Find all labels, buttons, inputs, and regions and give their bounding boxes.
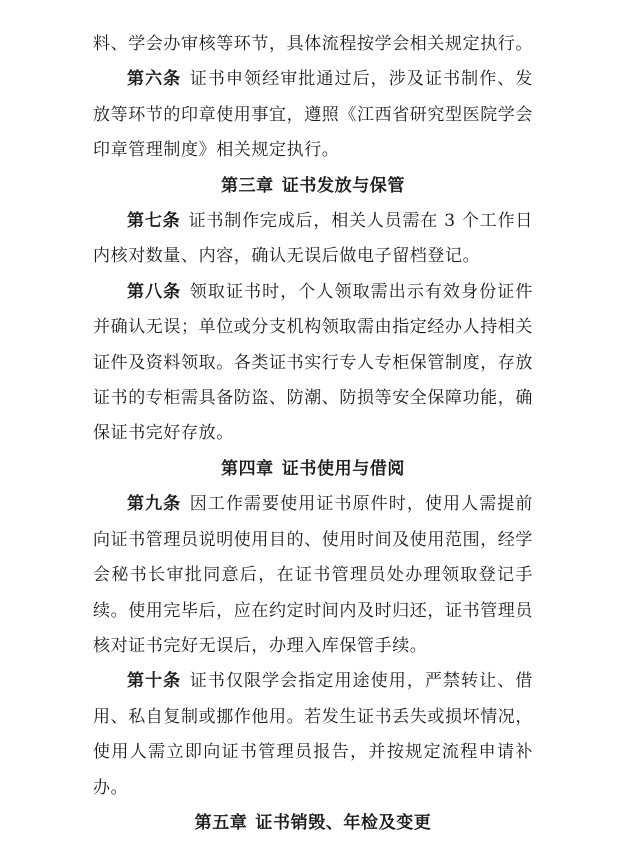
article-10-label: 第十条 [127, 671, 182, 692]
article-6-label: 第六条 [127, 69, 182, 90]
continuation-text: 料、学会办审核等环节，具体流程按学会相关规定执行。 [93, 34, 533, 54]
chapter-5-heading [93, 806, 533, 841]
article-8-label: 第八条 [127, 281, 182, 302]
chapter-4-title: 证书使用与借阅 [281, 458, 405, 479]
article-7-text: 证书制作完成后，相关人员需在 3 个工作日内核对数量、内容，确认无误后做电子留档登记。 [93, 211, 533, 267]
article-8-text: 领取证书时，个人领取需出示有效身份证件并确认无误；单位或分支机构领取需由指定经办人持相关证件及资料领取。各类证书实行专人专柜保管制度，存放证书的专柜需具备防盗、防潮、防损等安全保障功能，确保证书完好存放。 [93, 281, 533, 444]
chapter-5-title: 证书销毁、年检及变更 [255, 812, 432, 833]
chapter-3-title: 证书发放与保管 [281, 175, 405, 196]
article-6-text: 证书申领经审批通过后，涉及证书制作、发放等环节的印章使用事宜，遵照《江西省研究型医院学会印章管理制度》相关规定执行。 [93, 69, 533, 161]
article-9-text: 因工作需要使用证书原件时，使用人需提前向证书管理员说明使用目的、使用时间及使用范围，经学会秘书长审批同意后，在证书管理员处办理领取登记手续。使用完毕后，应在约定时间内及时归还，证书管理员核对证书完好无误后，办理入库保管手续。 [93, 494, 533, 656]
continuation-paragraph [93, 27, 533, 62]
article-8 [93, 275, 533, 452]
document-page [93, 27, 533, 841]
chapter-3-heading [93, 169, 533, 204]
article-6 [93, 62, 533, 168]
article-9 [93, 487, 533, 664]
article-7 [93, 204, 533, 275]
article-10-text: 证书仅限学会指定用途使用，严禁转让、借用、私自复制或挪作他用。若发生证书丢失或损坏情况，使用人需立即向证书管理员报告，并按规定流程申请补办。 [93, 671, 533, 798]
chapter-3-number: 第三章 [220, 175, 274, 196]
article-10 [93, 664, 533, 806]
chapter-5-number: 第五章 [194, 812, 248, 833]
chapter-4-heading [93, 452, 533, 487]
article-7-label: 第七条 [127, 211, 181, 232]
chapter-4-number: 第四章 [220, 458, 274, 479]
article-9-label: 第九条 [127, 494, 182, 515]
